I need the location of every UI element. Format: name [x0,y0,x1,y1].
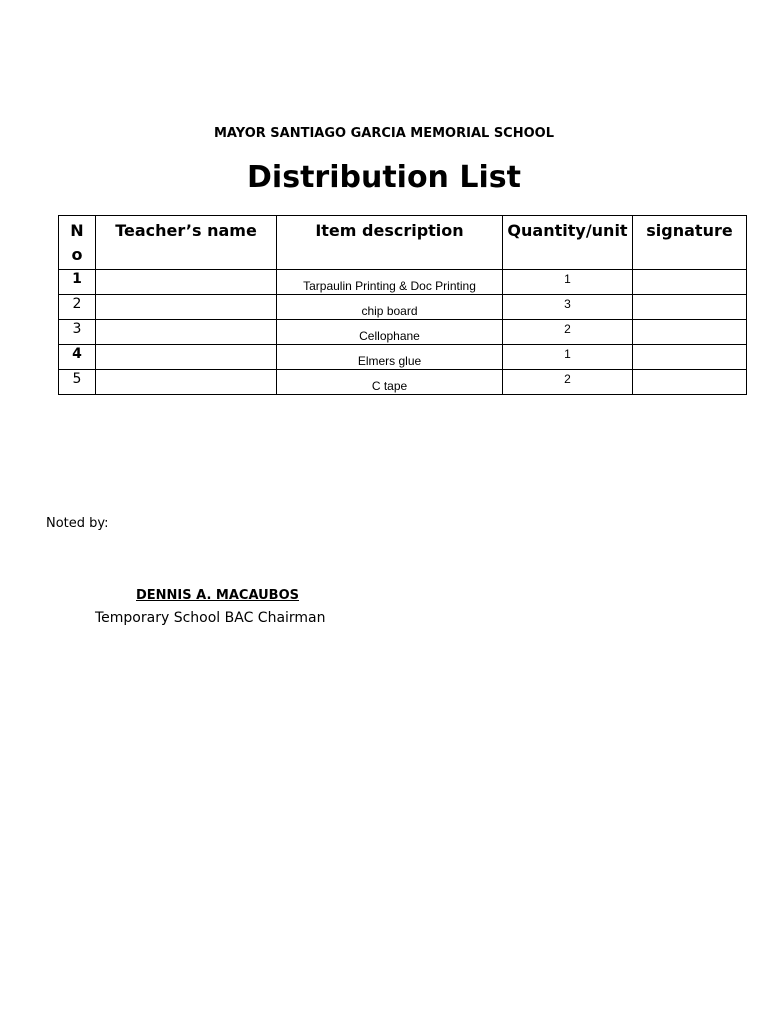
table-row [59,320,747,345]
table-row [59,345,747,370]
quantity-cell: 2 [503,370,633,395]
row-number: 5 [59,370,96,395]
item-description-cell: Tarpaulin Printing & Doc Printing [277,270,503,295]
teacher-name-cell [96,320,277,345]
document-title: Distribution List [247,160,521,195]
quantity-cell: 2 [503,320,633,345]
signature-cell [633,320,747,345]
row-number: 3 [59,320,96,345]
header-signature: signature [633,216,747,270]
signature-cell [633,345,747,370]
quantity-cell: 3 [503,295,633,320]
teacher-name-cell [96,370,277,395]
distribution-table [58,215,747,395]
noted-by-label: Noted by: [46,516,109,531]
table-row [59,270,747,295]
school-name: MAYOR SANTIAGO GARCIA MEMORIAL SCHOOL [213,126,554,141]
header-teacher-name: Teacher’s name [96,216,277,270]
item-description-cell: Cellophane [277,320,503,345]
quantity-cell: 1 [503,270,633,295]
header-no-line1: N [70,221,84,240]
table-header-row [59,216,747,270]
signature-cell [633,370,747,395]
header-item-description: Item description [277,216,503,270]
item-description-cell: Elmers glue [277,345,503,370]
row-number: 4 [59,345,96,370]
item-description-cell: chip board [277,295,503,320]
item-description-cell: C tape [277,370,503,395]
signature-cell [633,270,747,295]
signer-name: DENNIS A. MACAUBOS [136,588,300,603]
teacher-name-cell [96,295,277,320]
header-quantity-unit: Quantity/unit [503,216,633,270]
quantity-cell: 1 [503,345,633,370]
header-no-line2: o [71,245,83,264]
row-number: 2 [59,295,96,320]
teacher-name-cell [96,345,277,370]
signer-title: Temporary School BAC Chairman [95,610,326,626]
table-row [59,370,747,395]
row-number: 1 [59,270,96,295]
header-no [59,216,96,270]
teacher-name-cell [96,270,277,295]
signature-cell [633,295,747,320]
table-row [59,295,747,320]
